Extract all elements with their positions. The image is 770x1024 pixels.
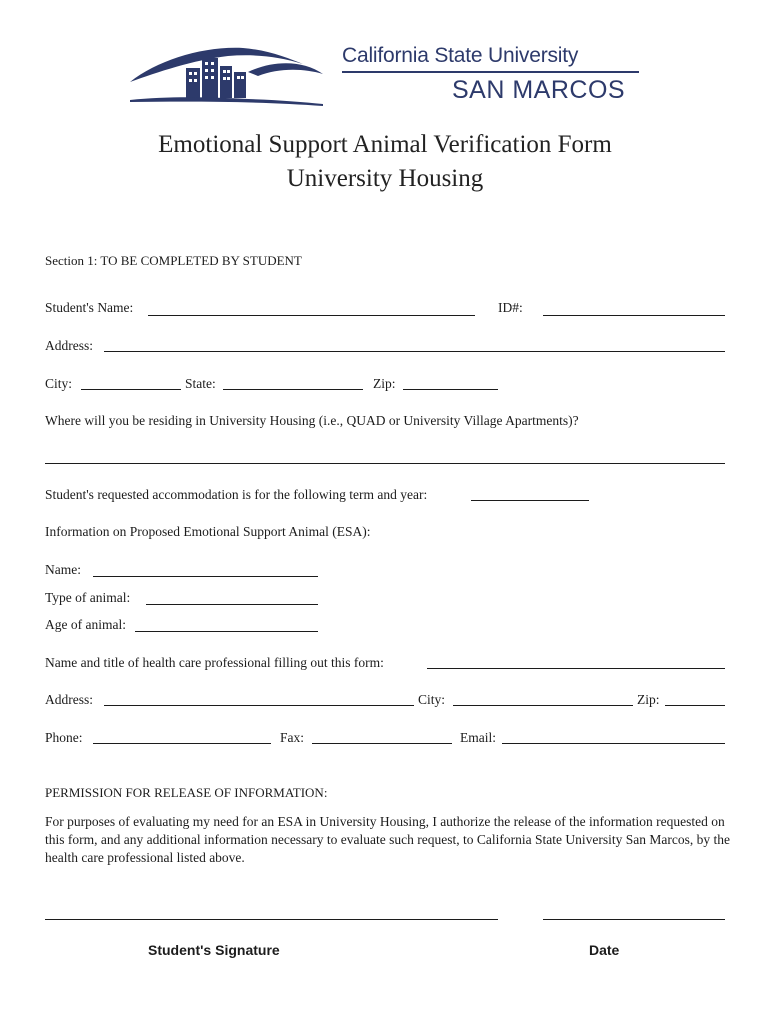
phone-field[interactable] <box>93 743 271 744</box>
student-name-label: Student's Name: <box>45 300 134 315</box>
student-address-label: Address: <box>45 338 93 353</box>
permission-heading: PERMISSION FOR RELEASE OF INFORMATION: <box>45 785 328 800</box>
student-id-label: ID#: <box>498 300 523 315</box>
form-subtitle: University Housing <box>286 165 484 192</box>
email-label: Email: <box>460 730 496 745</box>
student-zip-label: Zip: <box>373 376 396 391</box>
professional-field[interactable] <box>427 668 725 669</box>
animal-type-field[interactable] <box>146 604 318 605</box>
phone-label: Phone: <box>45 730 83 745</box>
section1-heading: Section 1: TO BE COMPLETED BY STUDENT <box>45 253 302 268</box>
permission-text: For purposes of evaluating my need for an ESA in University Housing, I authorize the release of the information requested on this form, and any additional information necessary to evaluate such request, to California State University San Marcos, by the health care professional listed above. <box>45 814 730 865</box>
residence-answer-field[interactable] <box>45 463 725 464</box>
student-name-field[interactable] <box>148 315 475 316</box>
university-logo-icon <box>128 42 328 108</box>
student-signature-label: Student's Signature <box>148 942 280 958</box>
professional-address-label: Address: <box>45 692 93 707</box>
animal-type-label: Type of animal: <box>45 590 131 605</box>
logo-campus-name: SAN MARCOS <box>452 76 626 104</box>
fax-field[interactable] <box>312 743 452 744</box>
professional-zip-label: Zip: <box>637 692 660 707</box>
student-state-field[interactable] <box>223 389 363 390</box>
student-signature-field[interactable] <box>45 919 498 920</box>
animal-age-field[interactable] <box>135 631 318 632</box>
esa-name-field[interactable] <box>93 576 318 577</box>
student-city-field[interactable] <box>81 389 181 390</box>
logo-divider <box>342 71 639 73</box>
professional-zip-field[interactable] <box>665 705 725 706</box>
residence-question: Where will you be residing in University Housing (i.e., QUAD or University Village Apartments)? <box>45 413 579 428</box>
professional-city-field[interactable] <box>453 705 633 706</box>
student-id-field[interactable] <box>543 315 725 316</box>
student-zip-field[interactable] <box>403 389 498 390</box>
date-label: Date <box>589 942 620 958</box>
student-state-label: State: <box>185 376 216 391</box>
professional-city-label: City: <box>418 692 446 707</box>
student-address-field[interactable] <box>104 351 725 352</box>
logo-university-name: California State University <box>342 44 579 67</box>
professional-label: Name and title of health care professional filling out this form: <box>45 655 384 670</box>
animal-age-label: Age of animal: <box>45 617 126 632</box>
term-label: Student's requested accommodation is for the following term and year: <box>45 487 428 502</box>
term-field[interactable] <box>471 500 589 501</box>
fax-label: Fax: <box>280 730 305 745</box>
student-city-label: City: <box>45 376 73 391</box>
date-field[interactable] <box>543 919 725 920</box>
professional-address-field[interactable] <box>104 705 414 706</box>
form-title: Emotional Support Animal Verification Form <box>158 131 612 158</box>
esa-name-label: Name: <box>45 562 81 577</box>
email-field[interactable] <box>502 743 725 744</box>
esa-info-label: Information on Proposed Emotional Support Animal (ESA): <box>45 524 371 539</box>
